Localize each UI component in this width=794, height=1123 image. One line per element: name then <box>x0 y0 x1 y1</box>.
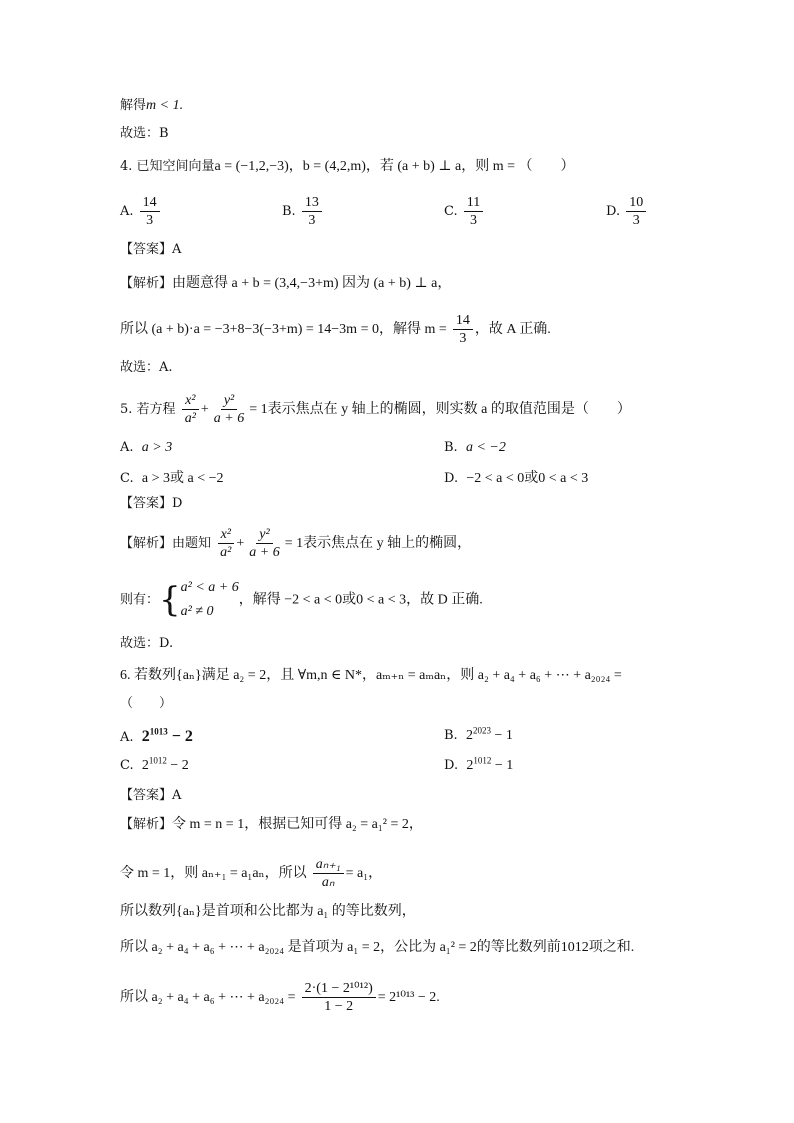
q6-analysis-5 <box>120 980 440 1015</box>
q6-option-b-exp: 2023 <box>472 725 491 736</box>
q5-option-c <box>120 467 224 487</box>
q5-option-b-label: B. <box>444 440 458 455</box>
q4-option-d-frac <box>626 194 646 229</box>
q6-analysis-3 <box>120 902 416 922</box>
q6-analysis-2-frac <box>313 856 344 891</box>
q6-analysis-1 <box>120 815 423 835</box>
q6-analysis-4-text: 所以 a₂ + a₄ + a₆ + ⋯ + a₂₀₂₄ 是首项为 a₁ = 2，公比为 a₁² = 2的等比数列前1012项之和. <box>120 940 635 955</box>
q5-sys-line2: a² ≠ 0 <box>180 604 214 619</box>
q6-analysis-4 <box>120 938 634 958</box>
q6-analysis-5-prefix: 所以 a₂ + a₄ + a₆ + ⋯ + a₂₀₂₄ = <box>120 990 296 1005</box>
q6-stem-paren: （ ） <box>120 696 173 711</box>
frac-den: a + 6 <box>213 411 245 426</box>
q5-frac-x <box>182 392 199 427</box>
frac-den: 3 <box>470 213 477 228</box>
q6-option-b-base: 2 <box>465 728 473 743</box>
q4-analysis-1 <box>120 274 451 294</box>
q4-option-a-label: A. <box>120 204 134 219</box>
q6-stem-text: 6. 若数列{aₙ}满足 a₂ = 2，且 ∀m,n ∈ N*，aₘ₊ₙ = aₘaₙ，则 a₂ + a₄ + a₆ + ⋯ + a₂₀₂₄ = <box>120 668 622 683</box>
q6-option-a-tail: − 2 <box>167 728 193 745</box>
q6-option-c-tail: − 2 <box>166 758 189 773</box>
q6-option-c-base: 2 <box>141 758 149 773</box>
q4-analysis-1-text: 由题意得 a + b = (3,4,−3+m) 因为 (a + b) ⊥ a， <box>172 276 452 291</box>
q5-frac-y <box>211 392 247 427</box>
q5-option-a <box>120 440 172 456</box>
frac-num: x² <box>218 526 234 544</box>
q4-option-c <box>444 194 485 229</box>
q4-analysis-tag: 【解析】 <box>120 276 173 291</box>
frac-num: y² <box>256 526 272 544</box>
q4-option-b-frac <box>302 194 322 229</box>
q5-option-a-label: A. <box>120 440 134 455</box>
q5-option-c-text: a > 3或 a < −2 <box>141 471 224 486</box>
q5-analysis-1-suffix: = 1表示焦点在 y 轴上的椭圆， <box>284 536 472 551</box>
q5-option-b-text: a < −2 <box>465 440 506 455</box>
q6-analysis-2-suffix: = a₁， <box>345 866 383 881</box>
q6-analysis-tag: 【解析】 <box>120 817 173 832</box>
q4-option-d <box>606 194 648 229</box>
q6-option-c <box>120 755 189 774</box>
q4-answer: 【答案】A <box>120 242 182 257</box>
q5-analysis-frac-x <box>217 526 234 561</box>
q4-stem <box>120 157 574 177</box>
q5-option-a-text: a > 3 <box>141 440 173 455</box>
q6-option-a-base: 2 <box>141 728 150 745</box>
q4-stem-math: a = (−1,2,−3)，b = (4,2,m)，若 (a + b) ⊥ a，则 m = （ ） <box>214 159 575 174</box>
q4-analysis-2 <box>120 312 551 347</box>
q6-option-a-label: A. <box>120 730 134 745</box>
frac-den: 1 − 2 <box>324 999 354 1014</box>
q6-option-d-exp: 1012 <box>473 755 492 766</box>
frac-num: 14 <box>453 312 473 330</box>
q6-analysis-1-text: 令 m = n = 1，根据已知可得 a₂ = a₁² = 2， <box>172 817 423 832</box>
q5-stem-suffix: = 1表示焦点在 y 轴上的椭圆，则实数 a 的取值范围是（ ） <box>249 402 631 417</box>
q6-analysis-3-text: 所以数列{aₙ}是首项和公比都为 a₁ 的等比数列， <box>120 904 416 919</box>
left-brace-icon: { <box>159 580 181 620</box>
frac-den: aₙ <box>321 875 335 890</box>
q4-option-a-frac <box>140 194 160 229</box>
q4-option-c-frac <box>464 194 483 229</box>
frac-den: a + 6 <box>249 545 280 560</box>
q5-stem-prefix: 5. 若方程 <box>120 402 176 417</box>
q6-option-b-label: B. <box>444 728 458 743</box>
q6-option-d-label: D. <box>444 758 459 773</box>
q5-option-c-label: C. <box>120 471 134 486</box>
solve-prefix: 解得 <box>120 98 147 113</box>
q4-option-b <box>282 194 324 229</box>
q5-option-d-text: −2 < a < 0或0 < a < 3 <box>466 471 589 486</box>
q6-analysis-5-suffix: = 2¹⁰¹³ − 2. <box>377 990 440 1005</box>
q4-option-d-label: D. <box>606 204 621 219</box>
frac-den: a² <box>220 545 232 560</box>
q5-analysis-1-prefix: 由题知 <box>172 536 212 551</box>
frac-den: 3 <box>146 213 154 228</box>
frac-num: 14 <box>140 194 160 212</box>
q6-stem <box>120 666 622 686</box>
q5-then-suffix: ，解得 −2 < a < 0或0 < a < 3，故 D 正确. <box>238 592 483 608</box>
frac-num: 10 <box>626 194 646 212</box>
q4-stem-prefix: 4. 已知空间向量 <box>120 159 215 174</box>
q5-sys-line1: a² < a + 6 <box>180 580 239 595</box>
q4-analysis-2-prefix: 所以 (a + b)·a = −3+8−3(−3+m) = 14−3m = 0，解得 m = <box>120 322 447 337</box>
solve-line <box>120 96 183 116</box>
q5-analysis-2 <box>120 576 483 624</box>
q6-option-c-exp: 1012 <box>148 755 167 766</box>
q4-option-b-label: B. <box>282 204 296 219</box>
frac-num: x² <box>182 392 198 410</box>
q4-analysis-frac <box>453 312 473 347</box>
q5-stem: 5. 若方程 $\frac{\text{x²}}{\text{a²}}$ + $\frac{\text{y²}}{a + 6}$ = 1表示焦点在 y 轴上的椭圆，则实数 a 的取值范围是（ ） <box>120 393 631 426</box>
q5-analysis-tag: 【解析】 <box>120 536 173 551</box>
q4-option-c-label: C. <box>444 204 458 219</box>
q6-analysis-2 <box>120 856 382 891</box>
q4-choose: 故选：A. <box>120 360 173 375</box>
q5-option-d-label: D. <box>444 471 459 486</box>
q5-analysis-1: 【解析】由题知 $\frac{\text{x²}}{\text{a²}}$ + $\frac{\text{y²}}{a + 6}$ = 1表示焦点在 y 轴上的椭圆， <box>120 527 472 560</box>
q6-option-b <box>444 725 513 744</box>
q6-option-a <box>120 728 193 746</box>
q5-then-prefix: 则有： <box>120 592 160 608</box>
choose-line-q3: 故选：B <box>120 126 169 141</box>
q4-analysis-2-suffix: ，故 A 正确. <box>474 322 551 337</box>
q6-analysis-5-frac <box>302 980 376 1015</box>
frac-num: y² <box>221 392 237 410</box>
q6-option-d-base: 2 <box>466 758 474 773</box>
frac-num: 11 <box>464 194 483 212</box>
frac-num: 2·(1 − 2¹⁰¹²) <box>302 980 376 998</box>
frac-num: aₙ₊₁ <box>313 856 344 874</box>
q6-option-d <box>444 755 514 774</box>
q5-option-d <box>444 467 588 487</box>
frac-num: 13 <box>302 194 322 212</box>
q6-answer: 【答案】A <box>120 788 182 803</box>
q4-option-a <box>120 194 162 229</box>
q6-option-a-exp: 1013 <box>149 726 168 737</box>
frac-den: 3 <box>308 213 316 228</box>
q6-option-b-tail: − 1 <box>490 728 513 743</box>
frac-den: 3 <box>459 331 467 346</box>
q5-answer: 【答案】D <box>120 496 183 511</box>
q5-choose: 故选：D. <box>120 636 174 651</box>
frac-den: a² <box>184 411 196 426</box>
q5-option-b <box>444 440 506 456</box>
solve-math: m < 1. <box>146 98 184 113</box>
frac-den: 3 <box>632 213 640 228</box>
q6-option-c-label: C. <box>120 758 134 773</box>
q5-analysis-frac-y <box>246 526 282 561</box>
q6-option-d-tail: − 1 <box>491 758 514 773</box>
q6-analysis-2-prefix: 令 m = 1，则 aₙ₊₁ = a₁aₙ，所以 <box>120 866 307 881</box>
q5-system <box>181 576 239 624</box>
